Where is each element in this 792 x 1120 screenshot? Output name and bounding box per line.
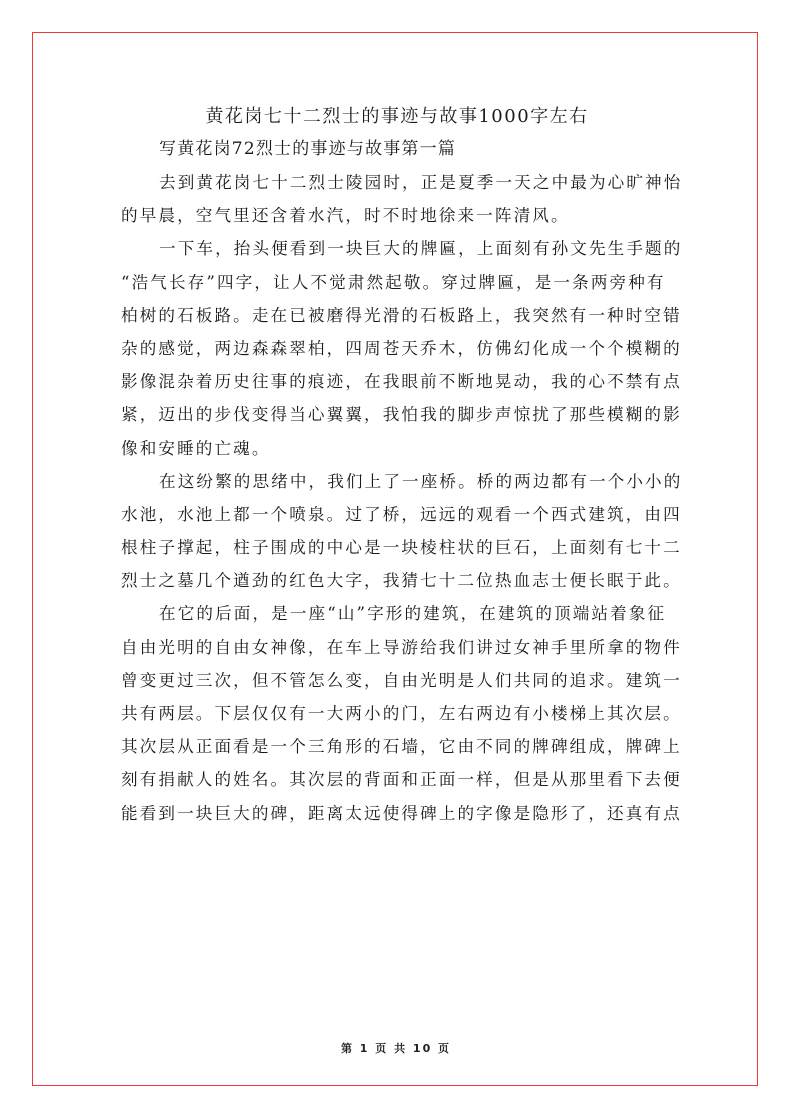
text-line: 自由光明的自由女神像，在车上导游给我们讲过女神手里所拿的物件 [121,637,682,657]
text-line: 共有两层。下层仅仅有一大两小的门，左右两边有小楼梯上其次层。 [121,704,682,723]
section-title: 写黄花岗72烈士的事迹与故事第一篇 [159,139,457,159]
page-number-footer: 第 1 页 共 10 页 [340,1042,452,1055]
text-line: 曾变更过三次，但不管怎么变，自由光明是人们共同的追求。建筑一 [121,670,682,690]
text-line: 一下车，抬头便看到一块巨大的牌匾，上面刻有孙文先生手题的 [159,239,683,259]
paragraph-3 [121,465,683,598]
text-line: “浩气长存”四字，让人不觉肃然起敬。穿过牌匾，是一条两旁种有 [121,272,666,292]
paragraph-4 [121,597,682,829]
document-body [121,100,683,830]
text-line: 紧，迈出的步伐变得当心翼翼，我怕我的脚步声惊扰了那些模糊的影 [121,405,682,425]
text-line: 根柱子撑起，柱子围成的中心是一块棱柱状的巨石，上面刻有七十二 [121,538,682,558]
text-line: 能看到一块巨大的碑，距离太远使得碑上的字像是隐形了，还真有点 [121,803,682,823]
text-line: 其次层从正面看是一个三角形的石墙，它由不同的牌碑组成，牌碑上 [121,737,682,757]
paragraph-2 [121,232,683,464]
text-line: 柏树的石板路。走在已被磨得光滑的石板路上，我突然有一种时空错 [121,305,682,325]
text-line: 去到黄花岗七十二烈士陵园时，正是夏季一天之中最为心旷神怡 [159,173,683,192]
text-line: 在它的后面，是一座“山”字形的建筑，在建筑的顶端站着象征 [159,604,667,624]
text-line: 水池，水池上都一个喷泉。过了桥，远远的观看一个西式建筑，由四 [121,504,682,524]
text-line: 像和安睡的亡魂。 [121,438,271,458]
paragraph-1 [121,166,683,232]
text-line: 的早晨，空气里还含着水汽，时不时地徐来一阵清风。 [121,206,570,226]
document-title: 黄花岗七十二烈士的事迹与故事1000字左右 [205,106,589,127]
text-line: 影像混杂着历史往事的痕迹，在我眼前不断地晃动，我的心不禁有点 [121,372,682,392]
text-line: 杂的感觉，两边森森翠柏，四周苍天乔木，仿佛幻化成一个个模糊的 [121,338,682,358]
text-line: 刻有捐献人的姓名。其次层的背面和正面一样，但是从那里看下去便 [121,770,682,790]
text-line: 在这纷繁的思绪中，我们上了一座桥。桥的两边都有一个小小的 [159,471,683,491]
text-line: 烈士之墓几个遒劲的红色大字，我猜七十二位热血志士便长眠于此。 [121,571,682,591]
